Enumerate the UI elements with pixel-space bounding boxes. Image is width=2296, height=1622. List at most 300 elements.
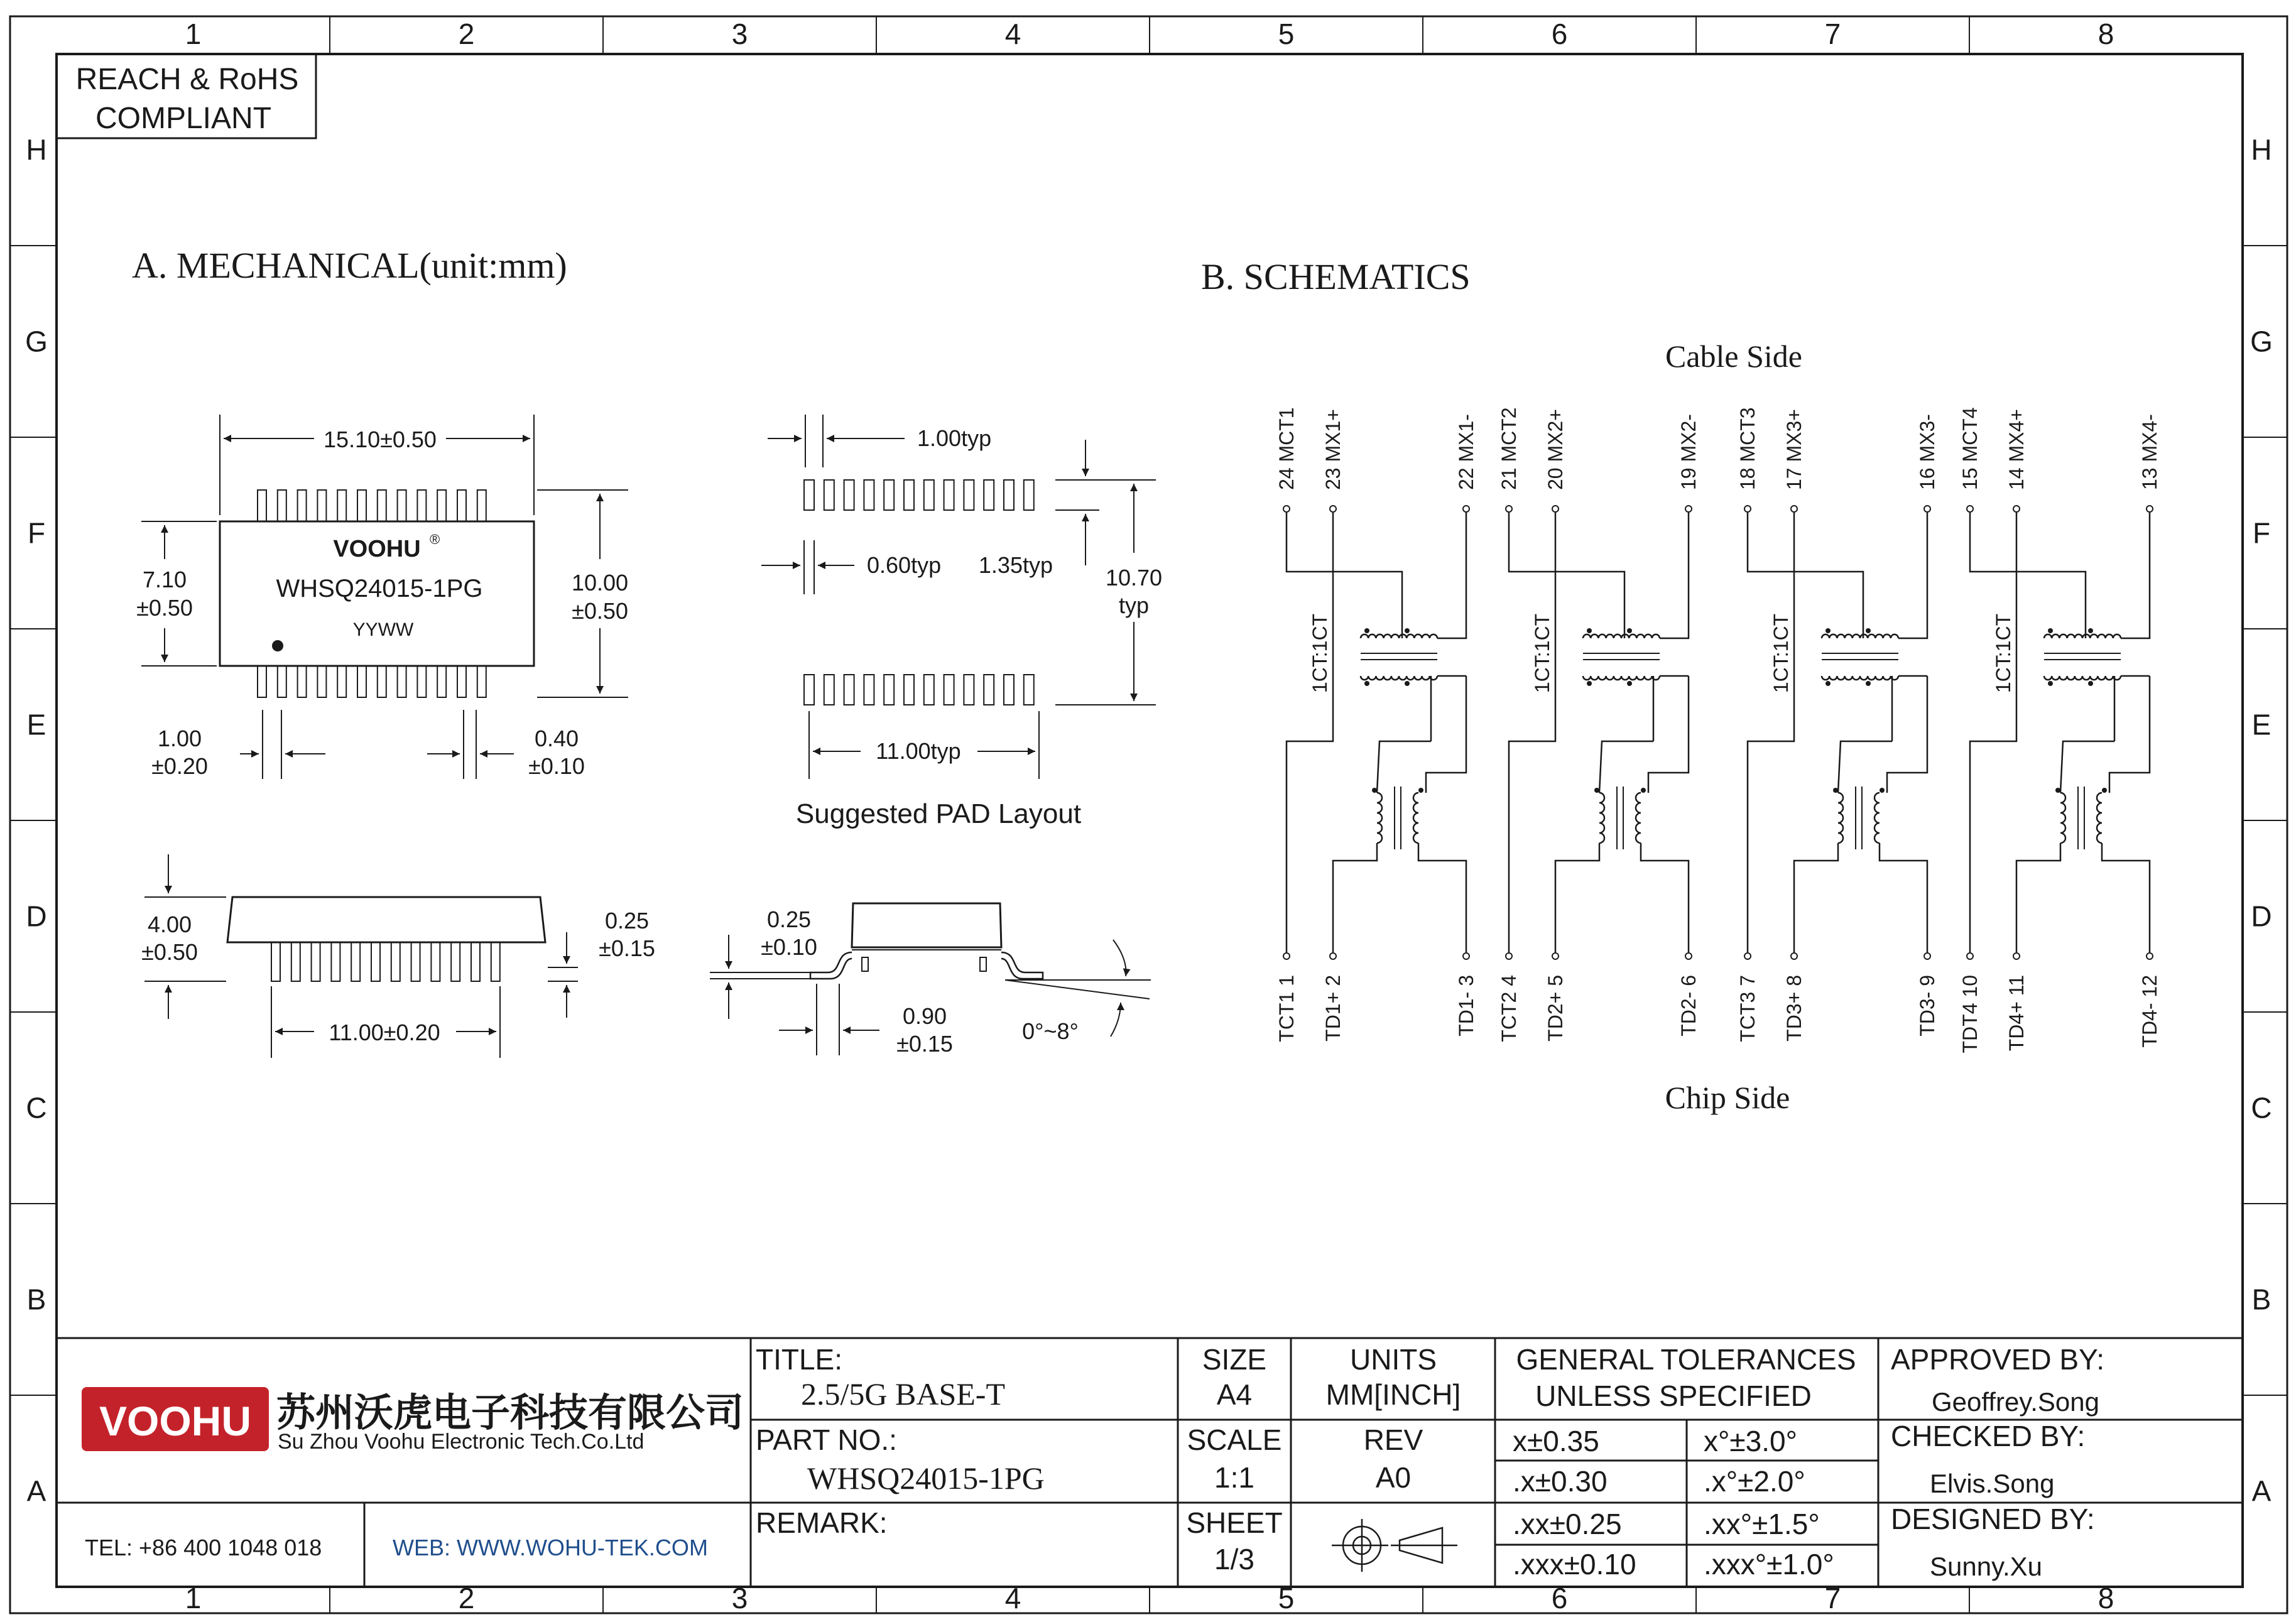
side-view-leads <box>271 942 500 981</box>
pad-lower <box>924 675 934 705</box>
pad-upper <box>804 480 814 510</box>
tol-linear-0: x±0.35 <box>1513 1425 1599 1457</box>
pad-upper <box>864 480 874 510</box>
choke-winding <box>1874 793 1880 843</box>
choke-winding <box>2097 793 2102 843</box>
choke-winding <box>1413 793 1418 843</box>
wire <box>1599 741 1653 793</box>
channel-3 <box>1736 407 1939 1042</box>
polarity-dot <box>1418 788 1423 793</box>
compliance-line1: REACH & RoHS <box>75 63 299 96</box>
row-label-right-F: F <box>2252 516 2271 550</box>
top-lead <box>457 490 466 521</box>
transformer-winding <box>1583 634 1660 638</box>
row-label-left-D: D <box>26 900 47 933</box>
pin-terminal <box>1924 506 1930 512</box>
wire <box>1748 676 1794 952</box>
row-label-left-A: A <box>26 1474 46 1508</box>
row-label-left-G: G <box>25 325 48 358</box>
wire <box>1970 676 2016 952</box>
units-value: MM[INCH] <box>1325 1378 1461 1411</box>
polarity-dot <box>1833 788 1838 793</box>
pin-terminal <box>2013 506 2020 512</box>
column-label-top-8: 8 <box>2097 18 2114 50</box>
side-lead <box>371 942 380 981</box>
dim-lead-width-tol: ±0.10 <box>528 753 585 779</box>
dim-body-height-tol: ±0.50 <box>136 595 193 621</box>
company-logo-text: VOOHU <box>99 1398 252 1444</box>
pad-lower <box>844 675 854 705</box>
bottom-lead <box>457 666 466 697</box>
units-label: UNITS <box>1350 1343 1437 1376</box>
side-lead <box>312 942 320 981</box>
column-label-top-3: 3 <box>731 18 748 50</box>
pin-label-bottom: TD1+ 2 <box>1322 975 1344 1042</box>
bottom-lead <box>278 666 286 697</box>
approved-label: APPROVED BY: <box>1891 1343 2105 1376</box>
compliance-box <box>57 54 316 138</box>
dim-foot-tol: ±0.15 <box>896 1031 953 1057</box>
top-lead <box>317 490 326 521</box>
pin-terminal <box>1330 953 1336 959</box>
ratio-label: 1CT:1CT <box>1531 613 1553 694</box>
polarity-dot <box>1364 628 1369 633</box>
pin-label-bottom: TCT1 1 <box>1275 975 1298 1042</box>
chip-side-label: Chip Side <box>1665 1080 1790 1115</box>
pin-terminal <box>1463 953 1469 959</box>
bottom-lead <box>477 666 486 697</box>
pin-terminal <box>2146 506 2153 512</box>
dim-angle: 0°~8° <box>1022 1018 1079 1044</box>
tol-angle-1: .x°±2.0° <box>1704 1465 1805 1498</box>
pin-label-top: 15 MCT4 <box>1959 407 1981 490</box>
row-label-right-E: E <box>2251 708 2272 741</box>
title-value: 2.5/5G BASE-T <box>801 1376 1005 1412</box>
designed-value: Sunny.Xu <box>1930 1552 2043 1581</box>
schematics-title: B. SCHEMATICS <box>1201 256 1471 297</box>
polarity-dot <box>1627 681 1632 686</box>
top-view-leads-lower <box>258 666 486 697</box>
wire <box>2102 843 2150 952</box>
sheet-value: 1/3 <box>1214 1543 1254 1576</box>
polarity-dot <box>1405 681 1410 686</box>
polarity-dot <box>1594 788 1599 793</box>
wire <box>1437 513 1466 638</box>
wire <box>2109 676 2150 793</box>
designed-label: DESIGNED BY: <box>1891 1503 2095 1535</box>
wire <box>1794 843 1838 952</box>
top-view-leads-upper <box>258 490 486 521</box>
dim-lead-thick-tol: ±0.10 <box>761 934 817 960</box>
wire <box>1377 741 1431 793</box>
pin-label-top: 23 MX1+ <box>1322 409 1344 490</box>
side-lead <box>471 942 480 981</box>
side-lead <box>271 942 280 981</box>
pin-terminal <box>2146 953 2153 959</box>
pads-lower-row <box>804 675 1034 705</box>
pad-upper <box>1024 480 1034 510</box>
company-name-en: Su Zhou Voohu Electronic Tech.Co.Ltd <box>278 1430 645 1454</box>
ratio-label: 1CT:1CT <box>1309 613 1331 694</box>
dim-thickness-tol: ±0.50 <box>141 939 198 965</box>
top-lead <box>477 490 486 521</box>
polarity-dot <box>1866 628 1871 633</box>
choke-winding <box>1636 793 1641 843</box>
wire <box>2016 843 2060 952</box>
pin-terminal <box>1791 953 1797 959</box>
pin-terminal <box>1744 506 1751 512</box>
choke-winding <box>1377 793 1382 843</box>
ratio-label: 1CT:1CT <box>1992 613 2015 694</box>
row-label-right-A: A <box>2251 1474 2272 1508</box>
pin-terminal <box>1283 506 1290 512</box>
side-lead <box>431 942 440 981</box>
pad-lower <box>964 675 974 705</box>
size-label: SIZE <box>1202 1343 1267 1376</box>
wire <box>1660 513 1689 638</box>
pin-label-top: 18 MCT3 <box>1736 407 1759 490</box>
wire <box>1509 676 1555 952</box>
row-label-right-G: G <box>2250 325 2273 358</box>
transformer-winding <box>1361 634 1437 638</box>
pad-upper <box>1004 480 1014 510</box>
top-lead <box>417 490 426 521</box>
dim-length: 15.10±0.50 <box>324 427 437 452</box>
tol-linear-2: .xx±0.25 <box>1513 1508 1622 1540</box>
approved-value: Geoffrey.Song <box>1932 1387 2099 1417</box>
wire <box>1880 843 1927 952</box>
pad-layout <box>761 415 1162 829</box>
scale-label: SCALE <box>1187 1423 1282 1456</box>
dim-foot-value: 0.90 <box>902 1003 947 1029</box>
row-label-right-D: D <box>2251 900 2272 933</box>
channel-4 <box>1959 407 2161 1053</box>
bottom-lead <box>258 666 266 697</box>
dim-pad-pitch: 1.00typ <box>917 425 992 451</box>
wire <box>1838 741 1892 793</box>
pad-lower <box>1024 675 1034 705</box>
row-label-left-B: B <box>26 1283 46 1316</box>
pin-terminal <box>1685 953 1692 959</box>
pad-lower <box>1004 675 1014 705</box>
column-label-bottom-2: 2 <box>458 1582 475 1614</box>
rev-value: A0 <box>1375 1461 1412 1494</box>
pin1-dot <box>272 640 283 651</box>
pad-upper <box>904 480 914 510</box>
pin-label-bottom: TCT3 7 <box>1736 975 1759 1042</box>
column-label-bottom-5: 5 <box>1278 1582 1295 1614</box>
top-lead <box>298 490 307 521</box>
wire <box>1970 513 2086 638</box>
choke-winding <box>1838 793 1843 843</box>
channel-2 <box>1498 407 1700 1042</box>
pin-label-bottom: TD3- 9 <box>1916 975 1939 1037</box>
pin-terminal <box>2013 953 2020 959</box>
pin-terminal <box>1744 953 1751 959</box>
transformer-winding <box>1583 676 1660 680</box>
checked-label: CHECKED BY: <box>1891 1420 2086 1452</box>
pad-upper <box>844 480 854 510</box>
top-lead <box>278 490 286 521</box>
bottom-lead <box>357 666 366 697</box>
pin-label-top: 17 MX3+ <box>1783 409 1805 490</box>
polarity-dot <box>2088 628 2093 633</box>
row-label-right-C: C <box>2251 1091 2272 1124</box>
pin-label-top: 20 MX2+ <box>1544 409 1567 490</box>
cable-side-label: Cable Side <box>1665 339 1803 374</box>
bottom-lead <box>378 666 386 697</box>
end-view <box>710 903 1151 1057</box>
transformer-winding <box>1822 676 1898 680</box>
dim-lead-span: 11.00±0.20 <box>329 1020 440 1045</box>
wire <box>1509 513 1624 638</box>
part-no-label: PART NO.: <box>756 1423 897 1456</box>
wire <box>2121 513 2150 638</box>
polarity-dot <box>2048 628 2053 633</box>
wire <box>1287 513 1402 638</box>
dim-pad-length: 1.35typ <box>978 552 1053 578</box>
polarity-dot <box>1364 681 1369 686</box>
row-label-left-C: C <box>26 1091 47 1124</box>
polarity-dot <box>2055 788 2060 793</box>
polarity-dot <box>1641 788 1646 793</box>
projection-symbol <box>1332 1519 1457 1572</box>
top-lead <box>398 490 406 521</box>
dim-pitch-value: 1.00 <box>157 726 202 751</box>
wire <box>1748 513 1863 638</box>
dim-pitch-tol: ±0.20 <box>151 753 208 779</box>
polarity-dot <box>1866 681 1871 686</box>
checked-value: Elvis.Song <box>1930 1469 2055 1498</box>
polarity-dot <box>1372 788 1377 793</box>
side-lead <box>491 942 500 981</box>
rev-label: REV <box>1363 1423 1423 1456</box>
pad-lower <box>884 675 894 705</box>
side-lead <box>351 942 360 981</box>
pads-upper-row <box>804 480 1034 510</box>
side-lead <box>411 942 420 981</box>
title-label: TITLE: <box>756 1343 843 1376</box>
title-block <box>57 1338 2243 1587</box>
pin-terminal <box>1330 506 1336 512</box>
dim-total-height-value: 10.00 <box>571 570 629 596</box>
column-label-top-4: 4 <box>1004 18 1021 50</box>
polarity-dot <box>2048 681 2053 686</box>
column-label-top-5: 5 <box>1278 18 1295 50</box>
dim-lead-thick-value: 0.25 <box>766 906 812 932</box>
pad-upper <box>984 480 994 510</box>
row-label-left-E: E <box>26 708 46 741</box>
top-view <box>136 415 628 779</box>
polarity-dot <box>2102 788 2107 793</box>
wire <box>1887 676 1927 793</box>
pad-upper <box>964 480 974 510</box>
website: WEB: WWW.WOHU-TEK.COM <box>393 1535 708 1560</box>
size-value: A4 <box>1216 1378 1253 1411</box>
bottom-lead <box>298 666 307 697</box>
column-label-bottom-8: 8 <box>2097 1582 2114 1614</box>
part-number-marking: WHSQ24015-1PG <box>276 575 483 602</box>
company-name-cn: 苏州沃虎电子科技有限公司 <box>276 1391 744 1435</box>
tol-angle-0: x°±3.0° <box>1704 1425 1797 1457</box>
side-lead <box>391 942 400 981</box>
pin-terminal <box>1791 506 1797 512</box>
bottom-lead <box>417 666 426 697</box>
top-lead <box>437 490 446 521</box>
pin-terminal <box>1552 506 1559 512</box>
tolerances-title1: GENERAL TOLERANCES <box>1516 1343 1856 1376</box>
dim-row-span-typ: typ <box>1118 592 1150 618</box>
pin-label-bottom: TDT4 10 <box>1959 975 1981 1053</box>
pin-label-bottom: TD4+ 11 <box>2005 975 2028 1052</box>
transformer-winding <box>1822 634 1898 638</box>
column-label-bottom-1: 1 <box>185 1582 202 1614</box>
pad-lower <box>824 675 834 705</box>
dim-pad-span: 11.00typ <box>876 738 961 764</box>
tolerances-title2: UNLESS SPECIFIED <box>1535 1380 1812 1412</box>
transformer-winding <box>2044 676 2121 680</box>
column-label-bottom-4: 4 <box>1004 1582 1021 1614</box>
side-lead <box>451 942 460 981</box>
compliance-line2: COMPLIANT <box>95 102 272 135</box>
bottom-lead <box>398 666 406 697</box>
dim-pad-width: 0.60typ <box>867 552 942 578</box>
transformer-winding <box>2044 634 2121 638</box>
scale-value: 1:1 <box>1214 1461 1254 1494</box>
choke-winding <box>2060 793 2065 843</box>
column-label-top-7: 7 <box>1824 18 1841 50</box>
tol-linear-1: .x±0.30 <box>1513 1465 1608 1498</box>
wire <box>1426 676 1466 793</box>
wire <box>1287 676 1333 952</box>
pin-terminal <box>1283 953 1290 959</box>
dim-body-height-value: 7.10 <box>142 567 187 592</box>
row-labels <box>10 134 2287 1508</box>
dim-standoff-tol: ±0.15 <box>599 935 655 961</box>
remark-label: REMARK: <box>756 1506 888 1539</box>
column-label-bottom-7: 7 <box>1824 1582 1841 1614</box>
dim-standoff-value: 0.25 <box>604 908 650 933</box>
wire <box>1555 843 1599 952</box>
pin-label-top: 24 MCT1 <box>1275 407 1298 490</box>
row-label-left-H: H <box>26 133 47 166</box>
tol-linear-3: .xxx±0.10 <box>1513 1548 1636 1581</box>
wire <box>1648 676 1689 793</box>
telephone: TEL: +86 400 1048 018 <box>85 1535 322 1560</box>
wire <box>2060 741 2114 793</box>
pad-lower <box>864 675 874 705</box>
pin-label-top: 13 MX4- <box>2138 414 2161 490</box>
transformer-winding <box>1361 676 1437 680</box>
side-view <box>141 854 655 1058</box>
polarity-dot <box>1405 628 1410 633</box>
pin-terminal <box>1463 506 1469 512</box>
bottom-lead <box>437 666 446 697</box>
column-label-top-2: 2 <box>458 18 475 50</box>
pad-upper <box>924 480 934 510</box>
pin-label-top: 22 MX1- <box>1455 414 1477 490</box>
date-code: YYWW <box>352 619 414 640</box>
pin-label-bottom: TCT2 4 <box>1498 975 1520 1042</box>
column-label-bottom-3: 3 <box>731 1582 748 1614</box>
choke-winding <box>1599 793 1604 843</box>
column-label-top-1: 1 <box>185 18 202 50</box>
top-lead <box>357 490 366 521</box>
wire <box>1898 513 1927 638</box>
pin-label-bottom: TD3+ 8 <box>1783 975 1805 1042</box>
pad-lower <box>804 675 814 705</box>
pin-terminal <box>1967 953 1973 959</box>
row-label-right-B: B <box>2251 1283 2272 1316</box>
side-lead <box>291 942 300 981</box>
polarity-dot <box>2088 681 2093 686</box>
dim-row-span-value: 10.70 <box>1105 565 1163 591</box>
polarity-dot <box>1587 681 1592 686</box>
part-no-value: WHSQ24015-1PG <box>807 1461 1045 1496</box>
pin-terminal <box>1552 953 1559 959</box>
column-label-bottom-6: 6 <box>1551 1582 1568 1614</box>
pin-terminal <box>1685 506 1692 512</box>
ratio-label: 1CT:1CT <box>1770 613 1792 694</box>
part-brand-mark: ® <box>430 531 440 547</box>
pin-label-bottom: TD1- 3 <box>1455 975 1477 1037</box>
pin-terminal <box>1924 953 1930 959</box>
row-label-left-F: F <box>27 516 46 550</box>
tol-angle-2: .xx°±1.5° <box>1704 1508 1820 1540</box>
row-label-right-H: H <box>2251 133 2272 166</box>
part-brand: VOOHU <box>333 536 421 562</box>
pad-layout-title: Suggested PAD Layout <box>795 798 1082 829</box>
pad-lower <box>984 675 994 705</box>
tol-angle-3: .xxx°±1.0° <box>1704 1548 1834 1581</box>
wire <box>1418 843 1466 952</box>
pin-label-bottom: TD2- 6 <box>1677 975 1700 1037</box>
dim-total-height-tol: ±0.50 <box>572 598 628 624</box>
schematic-channels <box>1275 407 2161 1053</box>
polarity-dot <box>1627 628 1632 633</box>
pin-label-top: 14 MX4+ <box>2005 409 2028 490</box>
pad-upper <box>824 480 834 510</box>
top-lead <box>378 490 386 521</box>
polarity-dot <box>1825 681 1831 686</box>
dim-thickness-value: 4.00 <box>147 912 192 937</box>
side-lead <box>331 942 340 981</box>
top-lead <box>258 490 266 521</box>
channel-1 <box>1275 407 1477 1042</box>
pin-terminal <box>1967 506 1973 512</box>
bottom-lead <box>317 666 326 697</box>
pad-lower <box>944 675 954 705</box>
pad-upper <box>944 480 954 510</box>
pin-label-top: 21 MCT2 <box>1498 407 1520 490</box>
polarity-dot <box>1587 628 1592 633</box>
pin-terminal <box>1506 953 1512 959</box>
pin-label-top: 19 MX2- <box>1677 414 1700 490</box>
wire <box>1333 843 1377 952</box>
top-lead <box>337 490 346 521</box>
pin-label-top: 16 MX3- <box>1916 414 1939 490</box>
wire <box>1641 843 1689 952</box>
pin-terminal <box>1506 506 1512 512</box>
pin-label-bottom: TD2+ 5 <box>1544 975 1567 1042</box>
sheet-label: SHEET <box>1186 1506 1283 1539</box>
column-label-top-6: 6 <box>1551 18 1568 50</box>
pad-lower <box>904 675 914 705</box>
mechanical-title: A. MECHANICAL(unit:mm) <box>132 245 567 286</box>
polarity-dot <box>1880 788 1885 793</box>
bottom-lead <box>337 666 346 697</box>
polarity-dot <box>1825 628 1831 633</box>
